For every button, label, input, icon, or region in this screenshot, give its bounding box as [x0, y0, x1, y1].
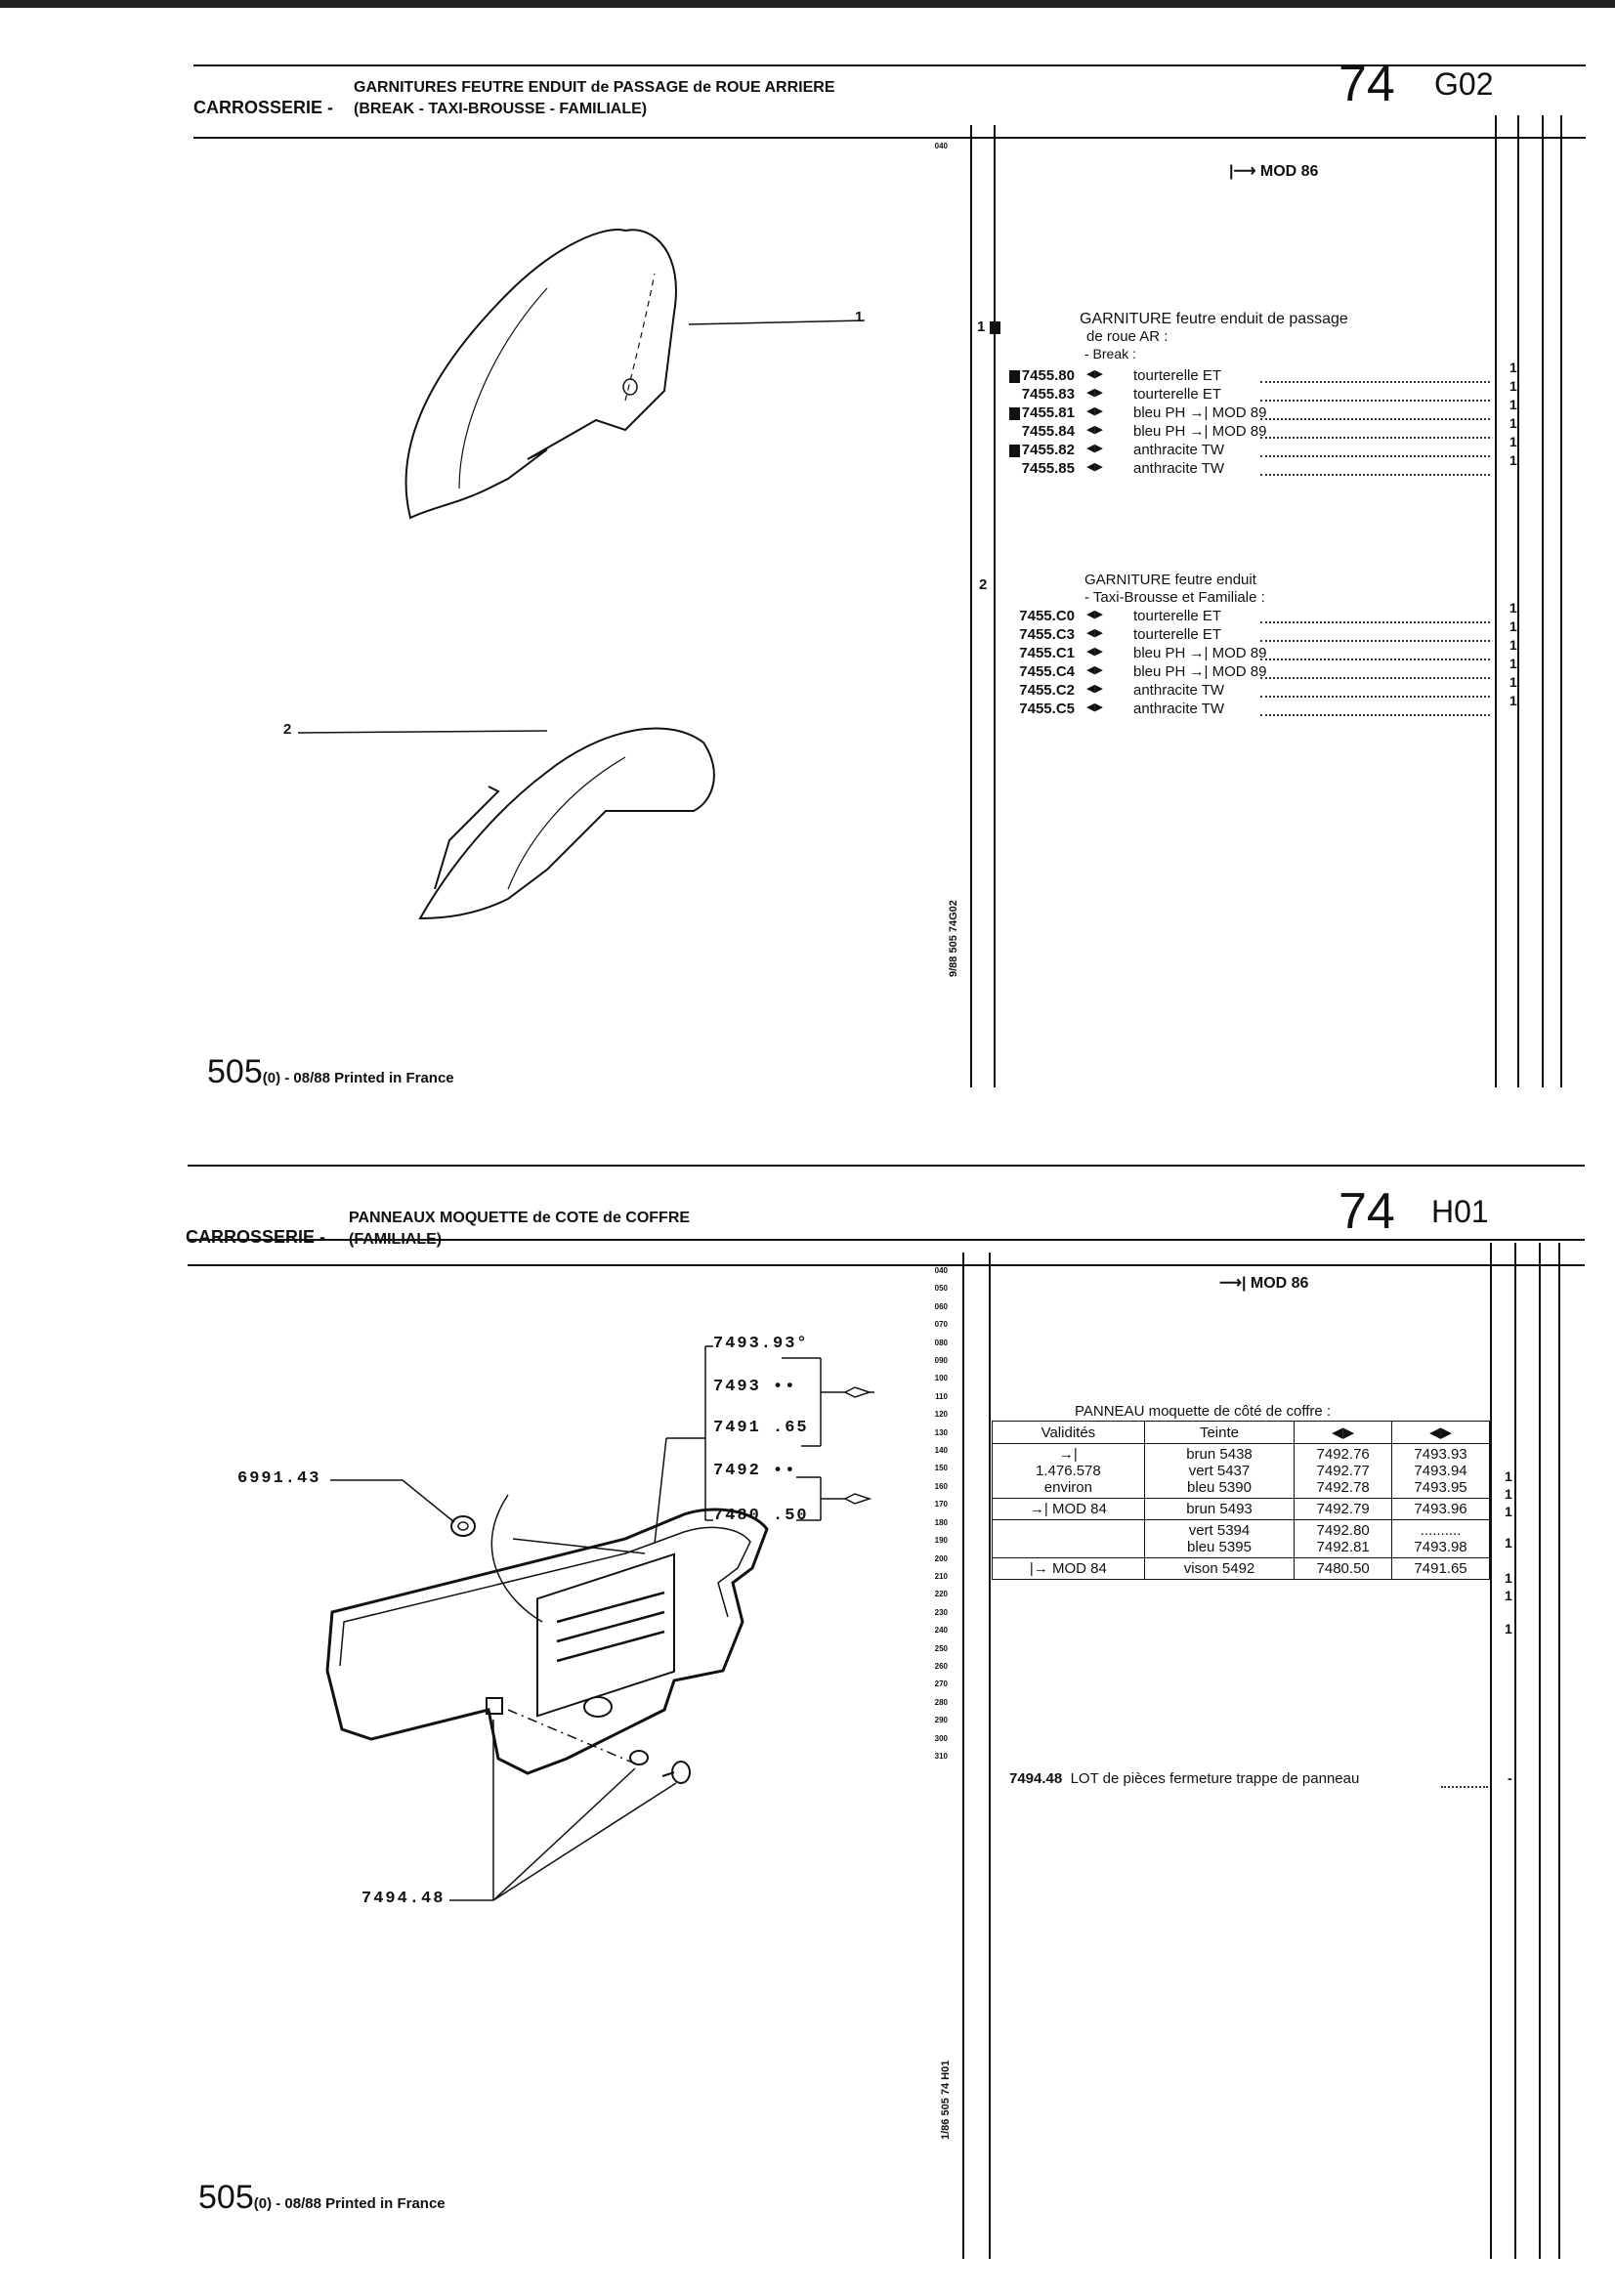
- header-title-line1: GARNITURES FEUTRE ENDUIT de PASSAGE de ROUE ARRIERE: [354, 79, 835, 96]
- qty: 1: [1505, 1468, 1512, 1484]
- footer-model: 505: [198, 2179, 254, 2216]
- col-teinte: Teinte: [1144, 1422, 1294, 1444]
- cell-right: 7491.65: [1392, 1558, 1490, 1580]
- cell-left: [1295, 1444, 1392, 1499]
- scale-tick: 220: [934, 1590, 948, 1599]
- column-rule: [1539, 1243, 1541, 2259]
- scale-tick: 270: [934, 1679, 948, 1689]
- double-arrow-icon: ◀▶: [1086, 424, 1103, 436]
- part-ref-text: 7455.80: [1021, 367, 1075, 384]
- table-qty-column: [1505, 1467, 1512, 1637]
- double-arrow-icon: ◀▶: [1086, 387, 1103, 399]
- marked-square: [1009, 370, 1020, 383]
- scale-tick: 150: [934, 1464, 948, 1473]
- item-1-number: [977, 319, 1002, 335]
- cell-ref-line: 7492.81: [1316, 1539, 1370, 1555]
- double-arrow-icon: ◀▶: [1086, 702, 1103, 713]
- lot-desc: LOT de pièces fermeture trappe de panneau: [1070, 1770, 1360, 1787]
- column-rule: [970, 125, 972, 1087]
- footer: [198, 2179, 446, 2217]
- cell-teinte-line: vert 5394: [1188, 1522, 1251, 1539]
- cell-right: [1392, 1520, 1490, 1558]
- double-arrow-icon: ◀▶: [1086, 368, 1103, 380]
- part-desc: anthracite TW: [1133, 442, 1225, 458]
- qty: 1: [1505, 1535, 1512, 1551]
- item-1-line2: de roue AR :: [1086, 328, 1169, 345]
- part-ref: [987, 442, 1075, 458]
- part-desc: anthracite TW: [1133, 682, 1225, 699]
- header-title-line2: (BREAK - TAXI-BROUSSE - FAMILIALE): [354, 101, 648, 117]
- part-desc: tourterelle ET: [1133, 626, 1222, 643]
- cell-right: [1392, 1444, 1490, 1499]
- cell-valid-line: 1.476.578: [1036, 1463, 1101, 1479]
- footer-text: (0) - 08/88 Printed in France: [253, 2195, 446, 2212]
- double-arrow-icon: ◀▶: [1086, 683, 1103, 695]
- item-2-title: GARNITURE feutre enduit: [1084, 572, 1256, 588]
- qty: 1: [1505, 1504, 1512, 1519]
- column-rule: [1490, 1243, 1492, 2259]
- qty: 1: [1505, 1570, 1512, 1586]
- col-validites: Validités: [993, 1422, 1145, 1444]
- part-qty: 1: [1509, 693, 1517, 708]
- item-2-line2: - Taxi-Brousse et Familiale :: [1084, 589, 1265, 606]
- part-ref: [987, 645, 1075, 661]
- part-qty: 1: [1509, 637, 1517, 653]
- part-qty: 1: [1509, 397, 1517, 412]
- part-qty: 1: [1509, 360, 1517, 375]
- ref-label-7493-93: 7493.93°: [713, 1335, 809, 1353]
- scale-tick: 070: [934, 1320, 948, 1330]
- double-arrow-icon: ◀▶: [1429, 1424, 1453, 1441]
- cell-valid-line: environ: [1043, 1479, 1092, 1496]
- cell-valid: [993, 1520, 1145, 1558]
- side-code: 1/86 505 74 H01: [940, 2060, 952, 2140]
- cell-teinte-line: bleu 5395: [1187, 1539, 1252, 1555]
- scale-tick: 230: [934, 1607, 948, 1617]
- leader-dots: [1260, 640, 1490, 642]
- lot-qty: -: [1508, 1770, 1512, 1786]
- column-rule: [962, 1253, 964, 2259]
- leader-dots: [1260, 437, 1490, 439]
- part-ref-text: 7455.C4: [1019, 663, 1075, 680]
- cell-valid: →| MOD 84: [993, 1499, 1145, 1520]
- part-qty: 1: [1509, 674, 1517, 690]
- scale-tick: 040: [934, 1266, 948, 1275]
- footer-model: 505: [207, 1053, 263, 1090]
- part-qty: 1: [1509, 618, 1517, 634]
- part-ref-text: 7455.82: [1021, 442, 1075, 458]
- cell-teinte: brun 5493: [1144, 1499, 1294, 1520]
- part-ref-text: 7455.81: [1021, 404, 1075, 421]
- ref-label-lot: 7494.48: [361, 1890, 446, 1908]
- cell-ref-line: ..........: [1420, 1522, 1462, 1539]
- part-desc: bleu PH →| MOD 89: [1133, 663, 1267, 680]
- part-ref: [987, 367, 1075, 384]
- column-rule: [1560, 115, 1562, 1087]
- cell-right: 7493.96: [1392, 1499, 1490, 1520]
- cell-ref-line: 7493.94: [1414, 1463, 1467, 1479]
- diagram-wheel-arch-2: [0, 29, 938, 1006]
- callout-2: 2: [283, 721, 292, 738]
- marked-square: [1009, 445, 1020, 457]
- part-qty: 1: [1509, 415, 1517, 431]
- double-arrow-icon: ◀▶: [1332, 1424, 1355, 1441]
- ref-label-7492: 7492 ••: [713, 1462, 797, 1480]
- scale-tick: 060: [934, 1301, 948, 1311]
- cell-teinte-line: brun 5438: [1186, 1446, 1253, 1463]
- group-code: H01: [1431, 1194, 1489, 1229]
- marked-square: [990, 321, 1000, 334]
- cell-teinte: vison 5492: [1144, 1558, 1294, 1580]
- part-ref: [987, 460, 1075, 477]
- scale-tick: 100: [934, 1374, 948, 1383]
- end-arrow-icon: ⟶|: [1219, 1275, 1247, 1292]
- header-title-line2: (FAMILIALE): [349, 1231, 443, 1248]
- scale-tick: 140: [934, 1446, 948, 1456]
- col-left-side: [1295, 1422, 1392, 1444]
- header-title-line1: PANNEAUX MOQUETTE de COTE de COFFRE: [349, 1210, 691, 1226]
- part-ref-text: 7455.C1: [1019, 645, 1075, 661]
- table-header-row: [993, 1422, 1490, 1444]
- table-row: [993, 1520, 1490, 1558]
- scale-tick: 290: [934, 1716, 948, 1725]
- double-arrow-icon: ◀▶: [1086, 609, 1103, 620]
- cell-teinte-line: bleu 5390: [1187, 1479, 1252, 1496]
- part-ref: [987, 663, 1075, 680]
- scale-tick: 260: [934, 1661, 948, 1671]
- part-ref-text: 7455.C0: [1019, 608, 1075, 624]
- part-desc: anthracite TW: [1133, 701, 1225, 717]
- scale-tick: 200: [934, 1553, 948, 1563]
- cell-left: 7492.79: [1295, 1499, 1392, 1520]
- scale-tick: 180: [934, 1517, 948, 1527]
- scale-tick: 240: [934, 1626, 948, 1636]
- item-2-number: 2: [979, 576, 988, 593]
- part-ref-text: 7455.84: [1021, 423, 1075, 440]
- column-rule: [989, 1253, 991, 2259]
- scale-tick: 280: [934, 1697, 948, 1707]
- cell-left: [1295, 1520, 1392, 1558]
- qty: 1: [1505, 1486, 1512, 1502]
- double-arrow-icon: ◀▶: [1086, 461, 1103, 473]
- part-ref: [987, 608, 1075, 624]
- header-category: CARROSSERIE -: [186, 1227, 326, 1247]
- part-ref-text: 7455.C2: [1019, 682, 1075, 699]
- scale-tick: 300: [934, 1733, 948, 1743]
- scale-tick: 250: [934, 1643, 948, 1653]
- cell-ref-line: 7493.93: [1414, 1446, 1467, 1463]
- scale-tick: 050: [934, 1284, 948, 1294]
- start-arrow-icon: |⟶: [1229, 163, 1256, 180]
- scale-tick: 190: [934, 1536, 948, 1546]
- lot-ref: 7494.48: [1009, 1770, 1063, 1787]
- part-desc: bleu PH →| MOD 89: [1133, 404, 1267, 421]
- mod-note: [1219, 1273, 1308, 1293]
- leader-dots: [1260, 381, 1490, 383]
- cell-ref-line: 7492.78: [1316, 1479, 1370, 1496]
- part-ref-text: 7455.C3: [1019, 626, 1075, 643]
- column-rule: [994, 125, 996, 1087]
- part-desc: bleu PH →| MOD 89: [1133, 645, 1267, 661]
- part-qty: 1: [1509, 656, 1517, 671]
- marked-square: [1009, 407, 1020, 420]
- side-code: 9/88 505 74G02: [948, 900, 959, 977]
- leader-dots: [1260, 621, 1490, 623]
- group-code: G02: [1434, 66, 1494, 102]
- column-rule: [1558, 1243, 1560, 2259]
- part-qty: 1: [1509, 452, 1517, 468]
- mod-note: [1229, 161, 1318, 181]
- leader-dots: [1260, 659, 1490, 660]
- col-right-side: [1392, 1422, 1490, 1444]
- cell-ref-line: 7492.77: [1316, 1463, 1370, 1479]
- part-desc: tourterelle ET: [1133, 367, 1222, 384]
- scale-tick: 110: [935, 1391, 948, 1401]
- column-rule: [1514, 1243, 1516, 2259]
- group-number: 74: [1339, 1183, 1395, 1240]
- cell-valid-line: →|: [1058, 1446, 1078, 1463]
- double-arrow-icon: ◀▶: [1086, 646, 1103, 658]
- cell-ref-line: 7493.95: [1414, 1479, 1467, 1496]
- table-title: PANNEAU moquette de côté de coffre :: [1075, 1403, 1332, 1420]
- lot-line: [1009, 1770, 1359, 1787]
- leader-dots: [1260, 474, 1490, 476]
- item-1-title: GARNITURE feutre enduit de passage: [1080, 311, 1348, 327]
- cell-teinte: [1144, 1444, 1294, 1499]
- leader-dots: [1260, 455, 1490, 457]
- group-number: 74: [1339, 56, 1395, 112]
- leader-dots: [1260, 714, 1490, 716]
- diagram-trunk-side-panel: [0, 1163, 938, 2140]
- leader-dots: [1260, 677, 1490, 679]
- part-ref: [987, 386, 1075, 403]
- ref-label-7493: 7493 ••: [713, 1378, 797, 1396]
- scale-tick: 090: [934, 1356, 948, 1366]
- part-qty: 1: [1509, 600, 1517, 616]
- scale-tick: 170: [934, 1500, 948, 1509]
- leader-dots: [1260, 400, 1490, 402]
- footer-text: (0) - 08/88 Printed in France: [262, 1070, 454, 1086]
- scale-tick: 160: [934, 1481, 948, 1491]
- cell-ref-line: 7492.76: [1316, 1446, 1370, 1463]
- cell-teinte-line: vert 5437: [1188, 1463, 1251, 1479]
- table-row: [993, 1558, 1490, 1580]
- part-ref: [987, 682, 1075, 699]
- table-row: [993, 1444, 1490, 1499]
- ref-label-screw: 6991.43: [237, 1469, 321, 1488]
- cell-ref-line: 7493.98: [1414, 1539, 1467, 1555]
- part-ref-text: 7455.83: [1021, 386, 1075, 403]
- leader-dots: [1260, 696, 1490, 698]
- header-category: CARROSSERIE -: [193, 98, 334, 117]
- scale-tick: 130: [934, 1427, 948, 1437]
- double-arrow-icon: ◀▶: [1086, 664, 1103, 676]
- mod-note-text: MOD 86: [1259, 163, 1319, 180]
- scale-tick: 210: [934, 1571, 948, 1581]
- part-ref: [987, 404, 1075, 421]
- cell-valid: [993, 1444, 1145, 1499]
- double-arrow-icon: ◀▶: [1086, 627, 1103, 639]
- callout-1: 1: [855, 309, 864, 325]
- scale-tick: 310: [934, 1751, 948, 1761]
- qty: 1: [1505, 1621, 1512, 1637]
- cell-ref-line: 7492.80: [1316, 1522, 1370, 1539]
- sheet-74-h01: [0, 1163, 1615, 2296]
- part-ref-text: 7455.85: [1021, 460, 1075, 477]
- cell-teinte: [1144, 1520, 1294, 1558]
- footer: [207, 1053, 454, 1091]
- part-desc: anthracite TW: [1133, 460, 1225, 477]
- part-ref: [987, 701, 1075, 717]
- part-qty: 1: [1509, 378, 1517, 394]
- double-arrow-icon: ◀▶: [1086, 443, 1103, 454]
- cell-left: 7480.50: [1295, 1558, 1392, 1580]
- cell-valid: |→ MOD 84: [993, 1558, 1145, 1580]
- column-rule: [1495, 115, 1497, 1087]
- item-1-line3: - Break :: [1084, 346, 1136, 361]
- validity-table: [992, 1421, 1490, 1580]
- column-rule: [1517, 115, 1519, 1087]
- leader-dots: [1441, 1786, 1488, 1788]
- scale-tick: 120: [934, 1410, 948, 1420]
- mod-note-text: MOD 86: [1250, 1275, 1309, 1292]
- part-ref: [987, 626, 1075, 643]
- scale-tick: 040: [934, 142, 948, 150]
- leader-dots: [1260, 418, 1490, 420]
- ref-label-7480-50: 7480 .50: [713, 1507, 809, 1525]
- table-row: [993, 1499, 1490, 1520]
- part-desc: tourterelle ET: [1133, 608, 1222, 624]
- qty: 1: [1505, 1588, 1512, 1603]
- part-ref-text: 7455.C5: [1019, 701, 1075, 717]
- part-desc: tourterelle ET: [1133, 386, 1222, 403]
- part-qty: 1: [1509, 434, 1517, 449]
- part-desc: bleu PH →| MOD 89: [1133, 423, 1267, 440]
- ref-label-7491-65: 7491 .65: [713, 1419, 809, 1437]
- scale-tick: 080: [934, 1338, 948, 1347]
- part-ref: [987, 423, 1075, 440]
- item-1-num: 1: [977, 319, 986, 335]
- sheet-74-g02: [0, 29, 1615, 1163]
- double-arrow-icon: ◀▶: [1086, 405, 1103, 417]
- column-rule: [1542, 115, 1544, 1087]
- scan-top-edge: [0, 0, 1615, 8]
